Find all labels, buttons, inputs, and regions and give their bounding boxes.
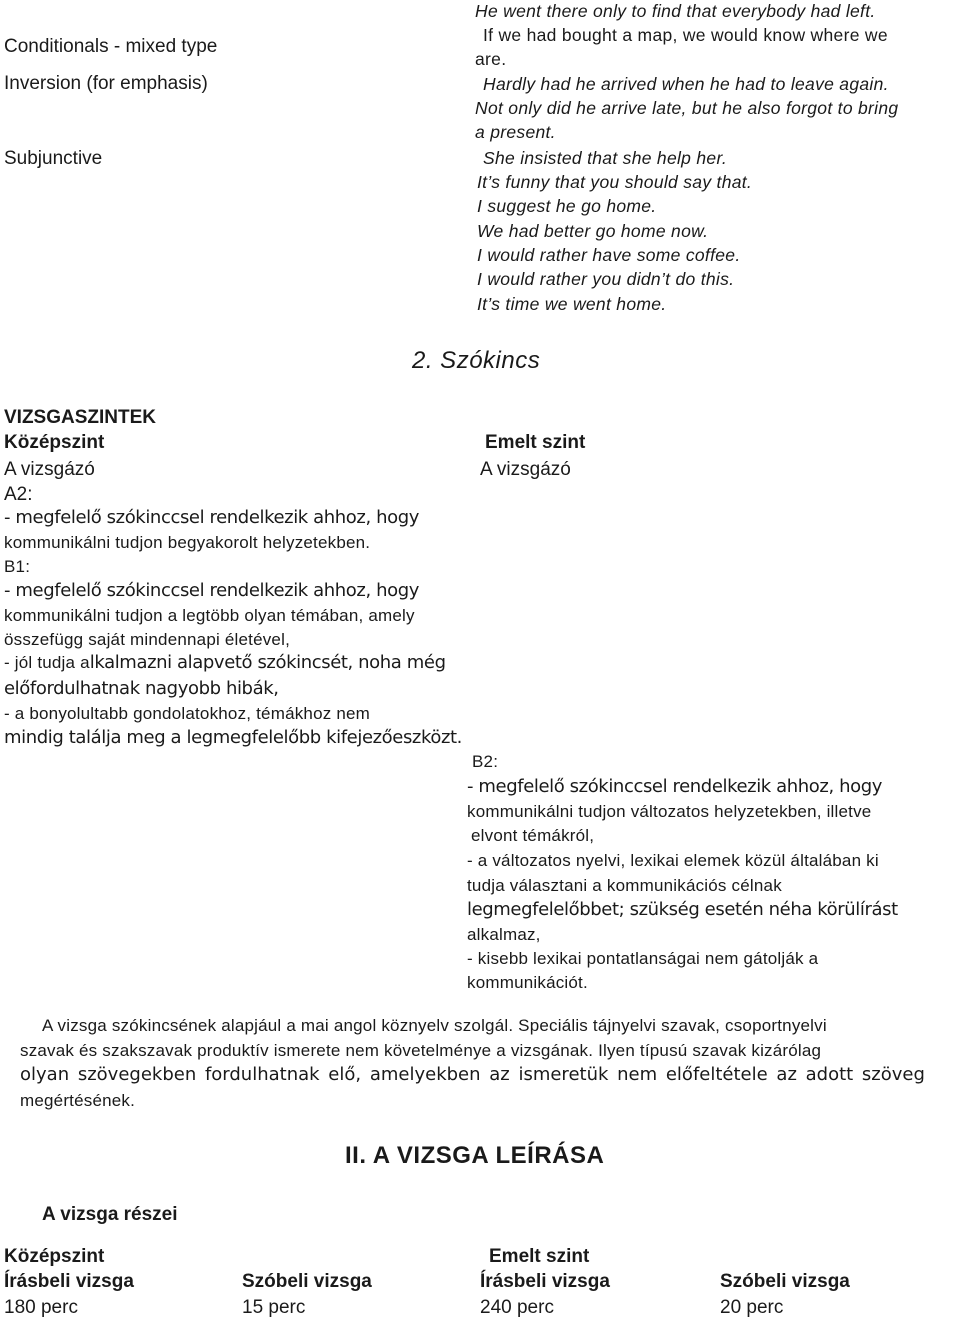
- paragraph-line: megértésének.: [20, 1091, 136, 1110]
- a2-line: - megfelelő szókinccsel rendelkezik ahhoz, hogy: [4, 507, 420, 528]
- a2-line: kommunikálni tudjon begyakorolt helyzetekben.: [4, 533, 371, 552]
- level-b2-label: B2:: [472, 752, 499, 771]
- exam-parts-title: A vizsga részei: [42, 1204, 178, 1225]
- parts-duration: 240 perc: [480, 1297, 554, 1318]
- label-subjunctive: Subjunctive: [4, 148, 103, 169]
- emelt-szint-heading: Emelt szint: [485, 432, 586, 453]
- b2-line: - megfelelő szókinccsel rendelkezik ahhoz, hogy: [467, 776, 883, 797]
- example-sentence: Not only did he arrive late, but he also forgot to bring: [475, 98, 899, 118]
- section-heading-vizsga-leirasa: II. A VIZSGA LEÍRÁSA: [345, 1142, 605, 1169]
- example-sentence: She insisted that she help her.: [483, 148, 728, 168]
- example-sentence: I would rather you didn’t do this.: [477, 269, 735, 289]
- b1-line: - megfelelő szókinccsel rendelkezik ahhoz, hogy: [4, 580, 420, 601]
- parts-duration: 180 perc: [4, 1297, 78, 1318]
- vizsgaszintek-title: VIZSGASZINTEK: [4, 407, 157, 428]
- parts-header: Szóbeli vizsga: [720, 1271, 850, 1292]
- example-sentence: a present.: [475, 122, 556, 142]
- example-sentence: are.: [475, 49, 507, 69]
- parts-duration: 15 perc: [242, 1297, 306, 1318]
- section-heading-szokincs: 2. Szókincs: [412, 347, 541, 374]
- paragraph-line: szavak és szakszavak produktív ismerete nem követelménye a vizsgának. Ilyen típusú szavak kizárólag: [20, 1041, 822, 1060]
- b2-line: kommunikációt.: [467, 973, 588, 992]
- parts-header: Írásbeli vizsga: [480, 1271, 610, 1292]
- b2-line: - a változatos nyelvi, lexikai elemek közül általában ki: [467, 851, 879, 870]
- example-sentence: If we had bought a map, we would know where we: [483, 25, 888, 45]
- b1-line-part: - jól tudja a: [4, 653, 90, 672]
- paragraph-line: A vizsga szókincsének alapjául a mai angol köznyelv szolgál. Speciális tájnyelvi szavak, csoportnyelvi: [42, 1016, 827, 1035]
- paragraph-line: olyan szövegekben fordulhatnak elő, amelyekben az ismeretük nem előfeltétele az adott szöveg: [20, 1064, 925, 1085]
- example-sentence: He went there only to find that everybody had left.: [475, 1, 876, 21]
- example-sentence: I would rather have some coffee.: [477, 245, 741, 265]
- parts-duration: 20 perc: [720, 1297, 784, 1318]
- b2-line: kommunikálni tudjon változatos helyzetekben, illetve: [467, 802, 872, 821]
- kozepszint-heading: Középszint: [4, 432, 105, 453]
- b1-line: előfordulhatnak nagyobb hibák,: [4, 678, 279, 699]
- example-sentence: It’s funny that you should say that.: [477, 172, 753, 192]
- b2-line: legmegfelelőbbet; szükség esetén néha körülírást: [467, 899, 898, 920]
- parts-header: Szóbeli vizsga: [242, 1271, 372, 1292]
- b2-line: - kisebb lexikai pontatlanságai nem gátolják a: [467, 949, 819, 968]
- b2-line: elvont témákról,: [471, 826, 595, 845]
- parts-emelt-szint: Emelt szint: [489, 1246, 590, 1267]
- b2-line: tudja választani a kommunikációs célnak: [467, 876, 782, 895]
- example-sentence: We had better go home now.: [477, 221, 709, 241]
- level-a2-label: A2:: [4, 484, 33, 505]
- label-conditionals: Conditionals - mixed type: [4, 36, 218, 57]
- label-inversion: Inversion (for emphasis): [4, 73, 208, 94]
- parts-kozepszint: Középszint: [4, 1246, 105, 1267]
- b1-line: kommunikálni tudjon a legtöbb olyan témában, amely: [4, 606, 415, 625]
- b1-line: - a bonyolultabb gondolatokhoz, témákhoz nem: [4, 704, 371, 723]
- b1-line: mindig találja meg a legmegfelelőbb kifejezőeszközt.: [4, 727, 463, 748]
- example-sentence: Hardly had he arrived when he had to leave again.: [483, 74, 889, 94]
- example-sentence: It’s time we went home.: [477, 294, 667, 314]
- parts-header: Írásbeli vizsga: [4, 1271, 134, 1292]
- b2-line: alkalmaz,: [467, 925, 541, 944]
- level-b1-label: B1:: [4, 557, 31, 576]
- b1-line: összefügg saját mindennapi életével,: [4, 630, 290, 649]
- a-vizsgazo-right: A vizsgázó: [480, 459, 571, 480]
- b1-line-mixed: [4, 652, 446, 673]
- example-sentence: I suggest he go home.: [477, 196, 657, 216]
- b1-line-part: lkalmazni alapvető szókincsét, noha még: [89, 652, 446, 673]
- a-vizsgazo-left: A vizsgázó: [4, 459, 95, 480]
